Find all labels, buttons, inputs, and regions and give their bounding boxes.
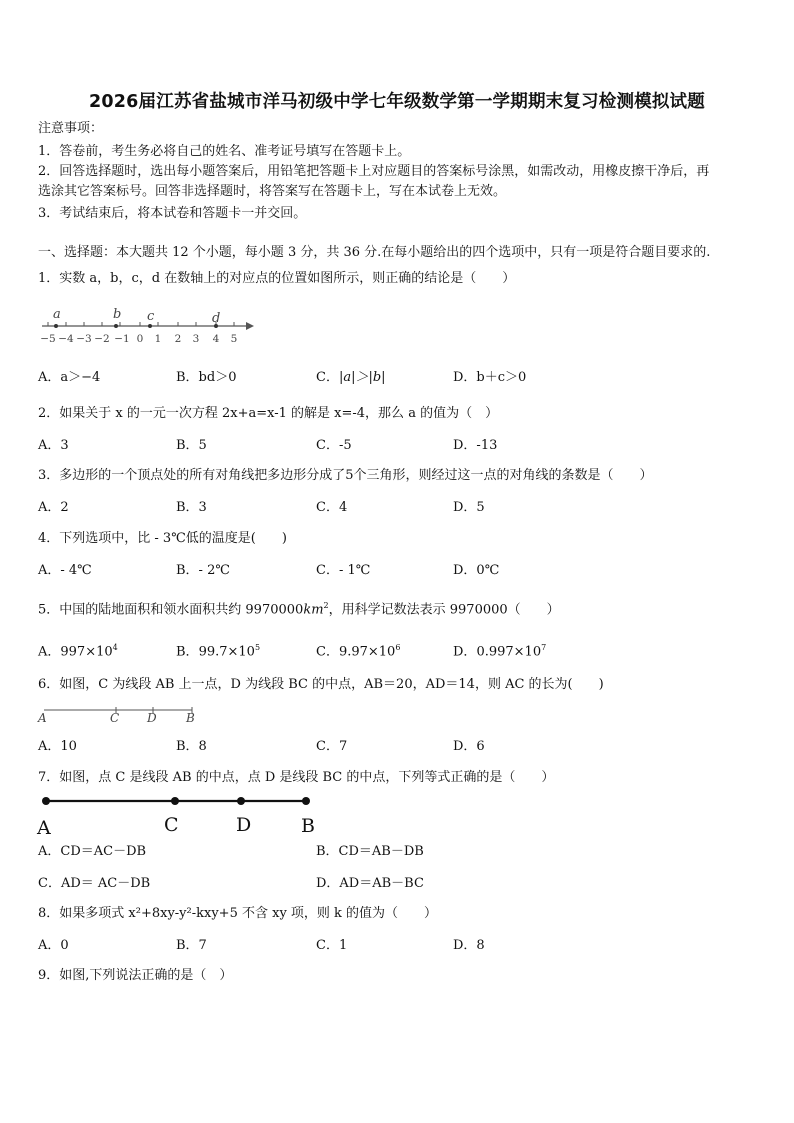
label-b: B xyxy=(301,815,315,837)
q5-option-c: C．$9.97\times 10^6$ xyxy=(316,643,401,660)
point-a-dot xyxy=(54,324,58,328)
label-d: D xyxy=(236,814,252,836)
q9-stem: 9．如图,下列说法正确的是（ ） xyxy=(38,968,233,983)
q3-option-c: C．4 xyxy=(316,500,348,515)
q1-option-d: D．b＋c＞0 xyxy=(453,370,527,385)
q2-stem: 2．如果关于 x 的一元一次方程 2x+a=x-1 的解是 x=-4，那么 a 的值为（ ） xyxy=(38,406,499,421)
q7-option-d: D．AD＝AB－BC xyxy=(316,876,424,891)
q3-option-d: D．5 xyxy=(453,500,485,515)
q7-option-c: C．AD＝ AC－DB xyxy=(38,876,151,891)
tick-label: −2 xyxy=(94,333,110,345)
q2-option-d: D．-13 xyxy=(453,438,498,453)
point-b-label: b xyxy=(113,307,122,322)
notice-heading: 注意事项： xyxy=(38,121,104,136)
point-a-dot xyxy=(42,797,50,805)
q2-option-c: C．-5 xyxy=(316,438,352,453)
q1-option-c: C．|a|＞|b| xyxy=(316,370,386,385)
label-c: C xyxy=(110,711,120,725)
q7-segment-figure xyxy=(34,790,324,840)
tick-label: 5 xyxy=(230,333,238,345)
q7-option-a: A．CD＝AC－DB xyxy=(38,844,147,859)
q3-stem: 3．多边形的一个顶点处的所有对角线把多边形分成了5个三角形，则经过这一点的对角线的条数是（ ） xyxy=(38,468,653,483)
point-d-label: d xyxy=(212,311,221,326)
point-b-dot xyxy=(302,797,310,805)
tick-label: −3 xyxy=(76,333,92,345)
q8-option-d: D．8 xyxy=(453,938,485,953)
label-c: C xyxy=(164,814,179,836)
notice-item-2-cont: 选涂其它答案标号。回答非选择题时，将答案写在答题卡上，写在本试卷上无效。 xyxy=(38,184,507,199)
label-a: A xyxy=(37,817,51,839)
q8-option-b: B．7 xyxy=(176,938,207,953)
q5-stem: 5．中国的陆地面积和领水面积共约 $9970000km^2$，用科学记数法表示 9970000（ ） xyxy=(38,601,560,618)
q4-option-b: B．- 2℃ xyxy=(176,563,230,578)
point-c-dot xyxy=(148,324,152,328)
q5-option-b: B．$99.7\times 10^5$ xyxy=(176,643,261,660)
q2-option-b: B．5 xyxy=(176,438,207,453)
q1-number-line-figure xyxy=(36,302,258,350)
tick-label: −5 xyxy=(40,333,56,345)
q7-option-b: B．CD＝AB－DB xyxy=(316,844,424,859)
notice-item-3: 3．考试结束后，将本试卷和答题卡一并交回。 xyxy=(38,206,307,221)
q8-option-a: A．0 xyxy=(38,938,69,953)
q4-option-d: D．0℃ xyxy=(453,563,500,578)
tick-label: 1 xyxy=(154,333,162,345)
tick-label: −1 xyxy=(114,333,130,345)
abs-expression: |a|＞|b| xyxy=(338,370,386,385)
q4-stem: 4．下列选项中，比 - 3℃低的温度是( ) xyxy=(38,531,287,546)
notice-item-2: 2．回答选择题时，选出每小题答案后，用铅笔把答题卡上对应题目的答案标号涂黑，如需改动，用橡皮擦干净后，再 xyxy=(38,164,710,179)
tick-label: 0 xyxy=(136,333,144,345)
label-d: D xyxy=(147,711,157,725)
q8-stem: 8．如果多项式 x²+8xy-y²-kxy+5 不含 xy 项，则 k 的值为（ ） xyxy=(38,906,438,921)
tick-label: −4 xyxy=(58,333,74,345)
unit-km: km xyxy=(303,602,324,618)
point-b-dot xyxy=(114,324,118,328)
section-heading: 一、选择题：本大题共 12 个小题，每小题 3 分，共 36 分.在每小题给出的四个选项中，只有一项是符合题目要求的. xyxy=(38,245,711,260)
q6-option-b: B．8 xyxy=(176,739,207,754)
q7-stem: 7．如图，点 C 是线段 AB 的中点，点 D 是线段 BC 的中点，下列等式正确的是（ ） xyxy=(38,770,555,785)
label-a: A xyxy=(38,711,47,725)
q6-option-c: C．7 xyxy=(316,739,348,754)
q4-option-c: C．- 1℃ xyxy=(316,563,371,578)
point-a-label: a xyxy=(53,307,61,322)
q1-option-b: B．bd＞0 xyxy=(176,370,237,385)
q5-option-a: A．$997\times 10^4$ xyxy=(38,643,118,660)
point-d-dot xyxy=(237,797,245,805)
q6-option-a: A．10 xyxy=(38,739,77,754)
q6-stem: 6．如图，C 为线段 AB 上一点，D 为线段 BC 的中点，AB＝20，AD＝14，则 AC 的长为( ) xyxy=(38,677,604,692)
q3-option-a: A．2 xyxy=(38,500,69,515)
number-line-arrow xyxy=(246,322,254,330)
tick-label: 4 xyxy=(212,333,220,345)
q6-segment-figure xyxy=(36,702,202,726)
label-b: B xyxy=(186,711,195,725)
q2-option-a: A．3 xyxy=(38,438,69,453)
q3-option-b: B．3 xyxy=(176,500,207,515)
q1-stem: 1．实数 a，b，c，d 在数轴上的对应点的位置如图所示，则正确的结论是（ ） xyxy=(38,271,516,286)
point-c-label: c xyxy=(147,309,155,324)
tick-label: 2 xyxy=(174,333,182,345)
point-c-dot xyxy=(171,797,179,805)
q4-option-a: A．- 4℃ xyxy=(38,563,92,578)
notice-item-1: 1．答卷前，考生务必将自己的姓名、准考证号填写在答题卡上。 xyxy=(38,144,411,159)
q5-option-d: D．$0.997\times 10^7$ xyxy=(453,643,547,660)
q1-option-a: A．a＞−4 xyxy=(38,370,101,385)
q8-option-c: C．1 xyxy=(316,938,348,953)
exam-title: 2026届江苏省盐城市洋马初级中学七年级数学第一学期期末复习检测模拟试题 xyxy=(89,92,705,112)
q6-option-d: D．6 xyxy=(453,739,485,754)
tick-label: 3 xyxy=(192,333,200,345)
